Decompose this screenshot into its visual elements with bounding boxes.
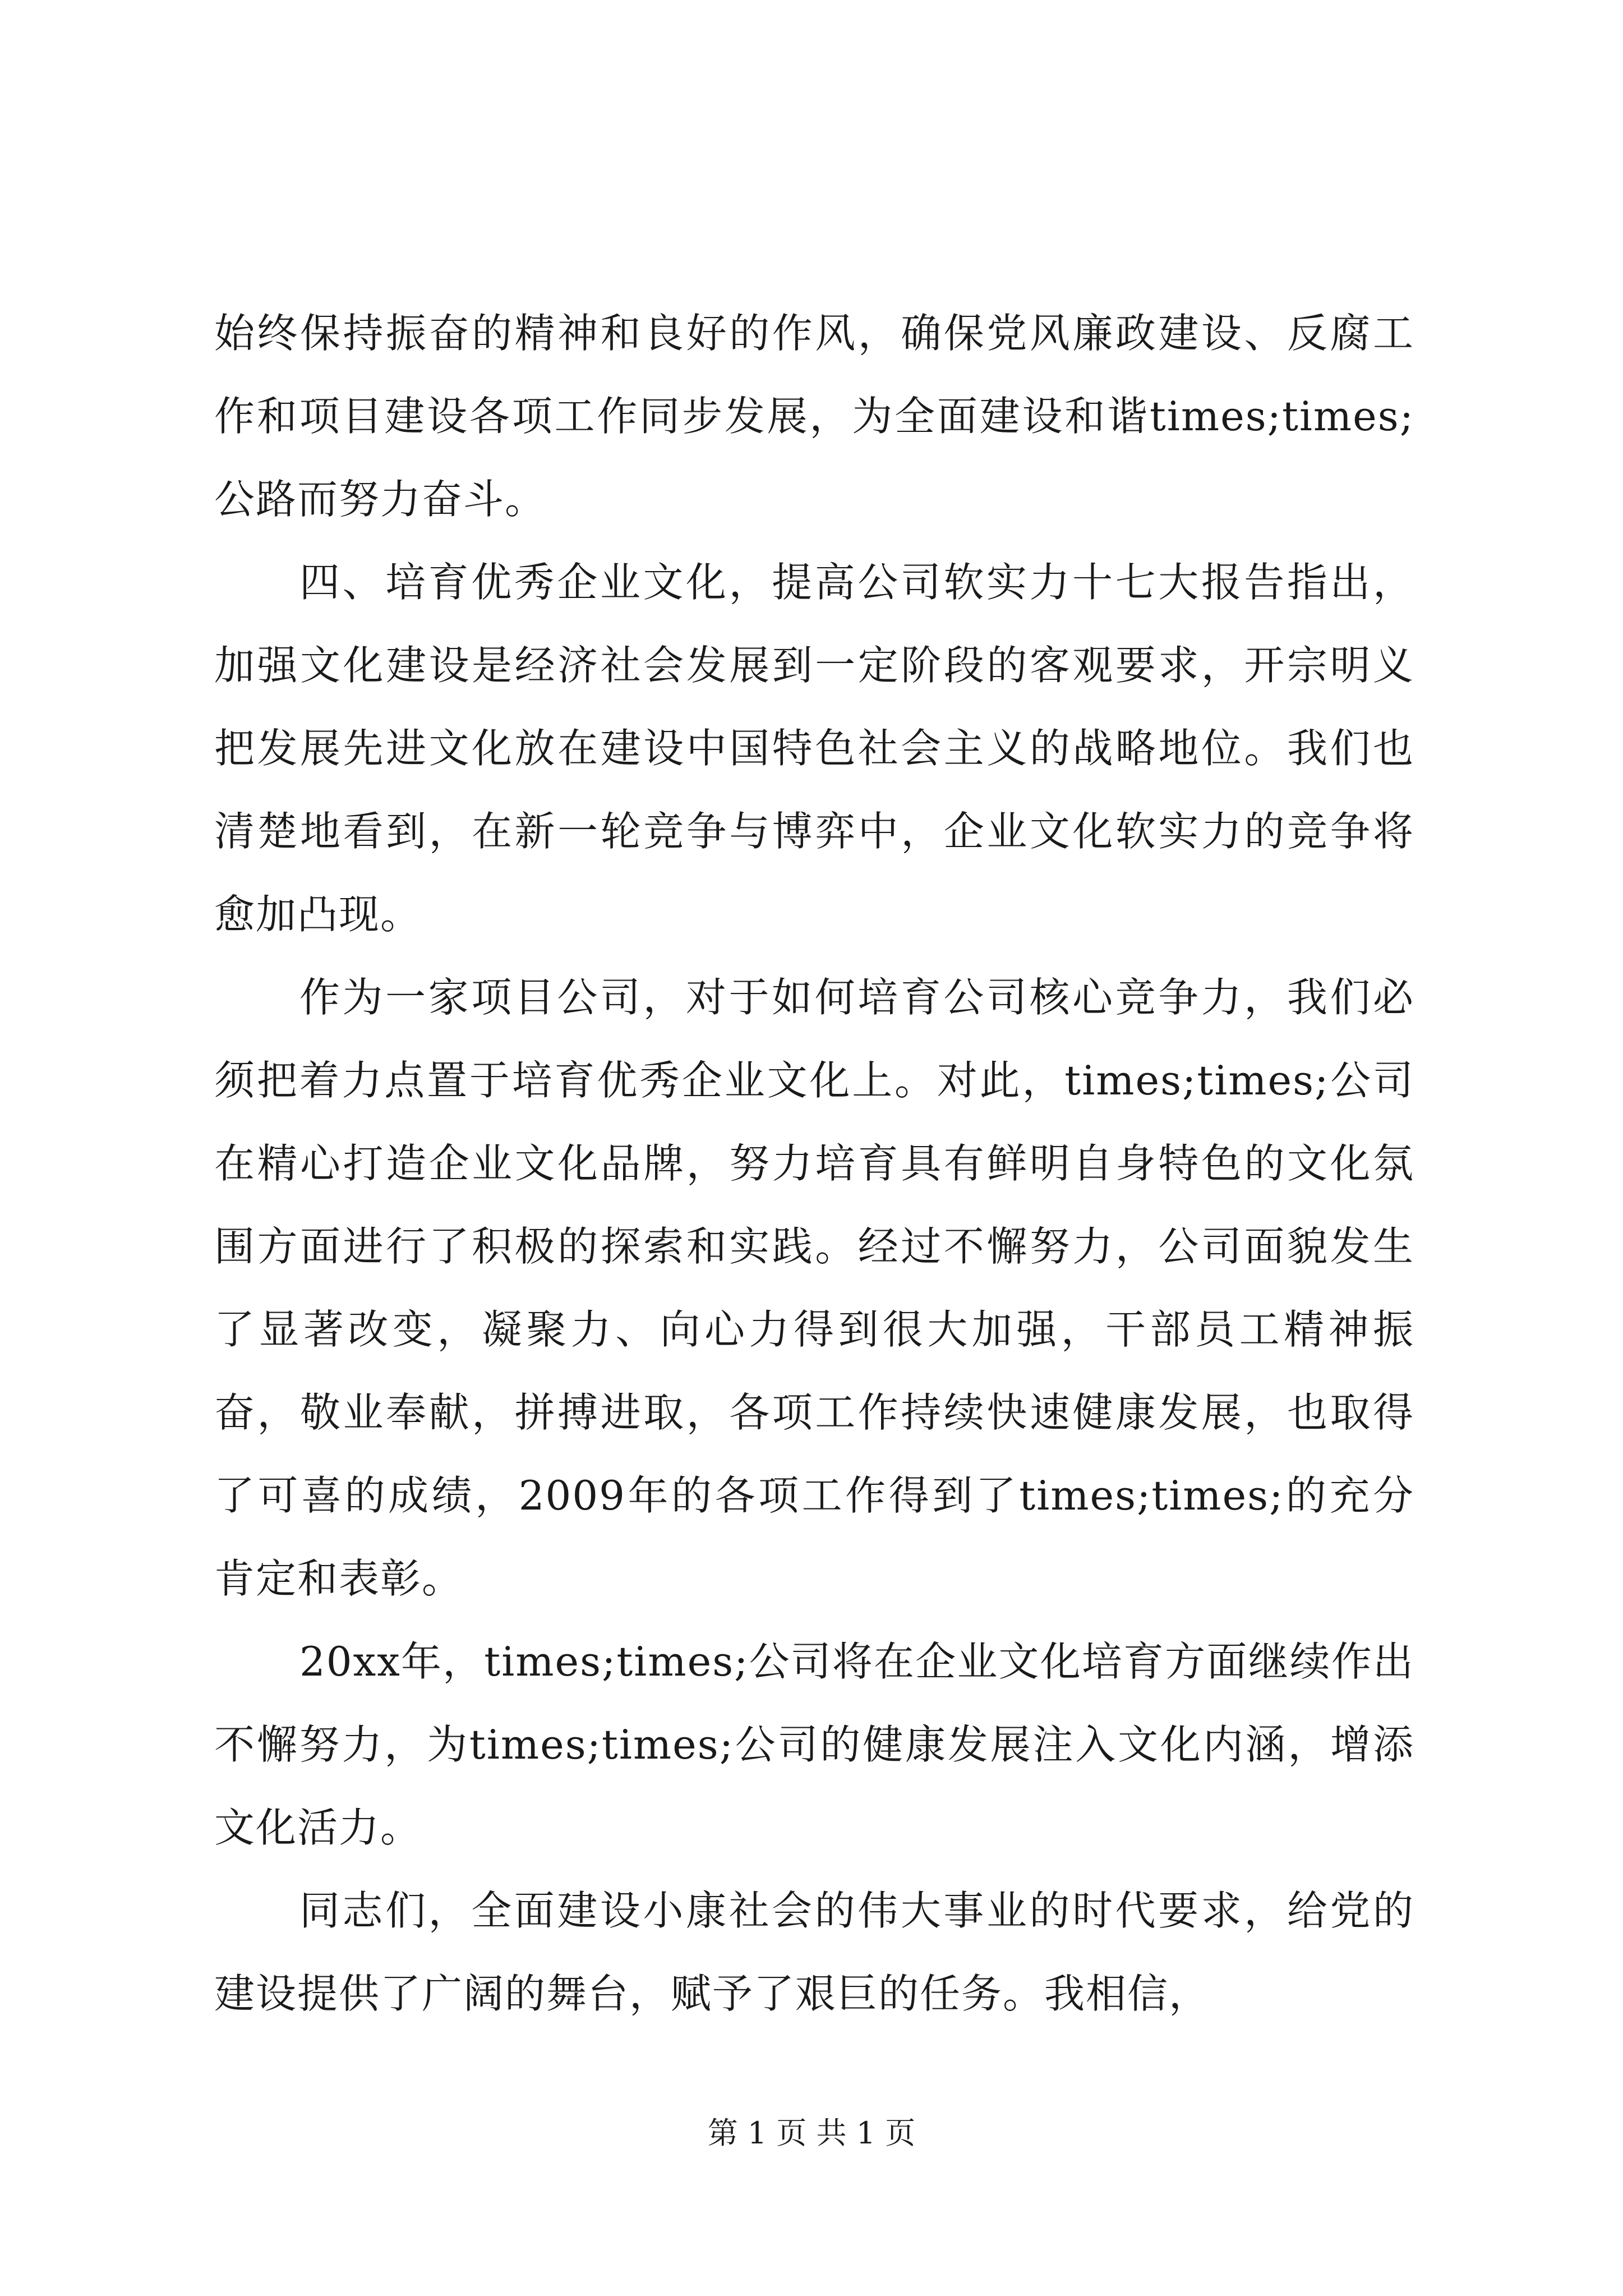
page-number-footer: 第 1 页 共 1 页 xyxy=(707,2115,916,2151)
paragraph-culture-heading: 四、培育优秀企业文化，提高公司软实力十七大报告指出，加强文化建设是经济社会发展到一定阶段的客观要求，开宗明义把发展先进文化放在建设中国特色社会主义的战略地位。我们也清楚地看到，在新一轮竞争与博弈中，企业文化软实力的竞争将愈加凸现。 xyxy=(214,559,1414,938)
paragraph-project-company: 作为一家项目公司，对于如何培育公司核心竞争力，我们必须把着力点置于培育优秀企业文化上。对此，times;times;公司在精心打造企业文化品牌，努力培育具有鲜明自身特色的文化氛围方面进行了积极的探索和实践。经过不懈努力，公司面貌发生了显著改变，凝聚力、向心力得到很大加强，干部员工精神振奋，敬业奉献，拼搏进取，各项工作持续快速健康发展，也取得了可喜的成绩，2009年的各项工作得到了times;times;的充分肯定和表彰。 xyxy=(214,974,1414,1602)
paragraph-continuation: 始终保持振奋的精神和良好的作风，确保党风廉政建设、反腐工作和项目建设各项工作同步发展，为全面建设和谐times;times;公路而努力奋斗。 xyxy=(214,310,1414,523)
document-body xyxy=(214,292,1414,2035)
paragraph-closing: 同志们，全面建设小康社会的伟大事业的时代要求，给党的建设提供了广阔的舞台，赋予了艰巨的任务。我相信， xyxy=(214,1887,1414,2017)
paragraph-20xx-plan: 20xx年，times;times;公司将在企业文化培育方面继续作出不懈努力，为times;times;公司的健康发展注入文化内涵，增添文化活力。 xyxy=(214,1638,1414,1851)
